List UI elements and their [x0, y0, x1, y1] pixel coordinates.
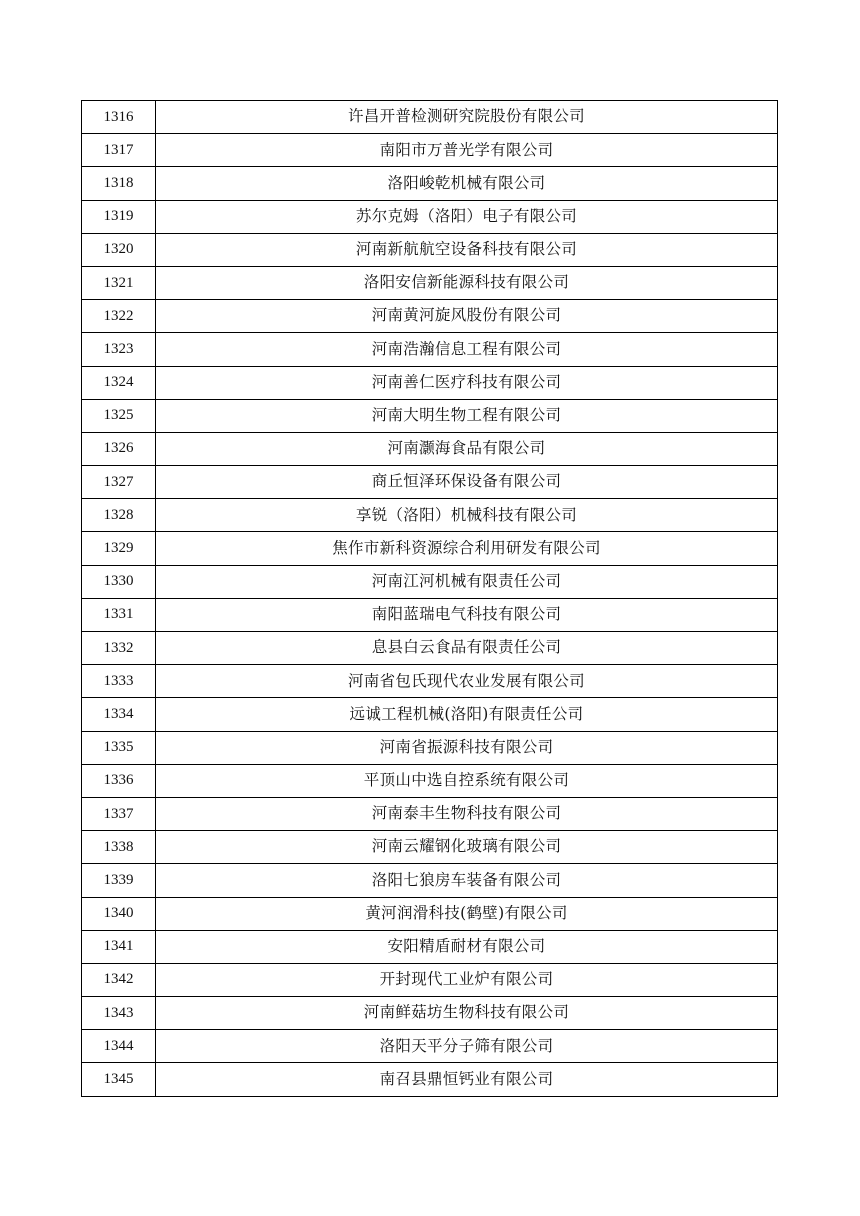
table-row	[82, 797, 778, 830]
row-number-cell: 1325	[82, 399, 156, 432]
row-number-cell: 1324	[82, 366, 156, 399]
table-row	[82, 764, 778, 797]
table-row	[82, 864, 778, 897]
table-row	[82, 930, 778, 963]
table-row	[82, 698, 778, 731]
company-name-cell: 洛阳安信新能源科技有限公司	[156, 266, 778, 299]
company-name-cell: 许昌开普检测研究院股份有限公司	[156, 101, 778, 134]
row-number-cell: 1340	[82, 897, 156, 930]
company-name-cell: 息县白云食品有限责任公司	[156, 632, 778, 665]
row-number-cell: 1323	[82, 333, 156, 366]
row-number-cell: 1317	[82, 134, 156, 167]
table-row	[82, 101, 778, 134]
row-number-cell: 1335	[82, 731, 156, 764]
company-list-table	[81, 100, 778, 1097]
company-name-cell: 安阳精盾耐材有限公司	[156, 930, 778, 963]
row-number-cell: 1321	[82, 266, 156, 299]
table-row	[82, 233, 778, 266]
table-row	[82, 499, 778, 532]
company-name-cell: 河南省包氏现代农业发展有限公司	[156, 665, 778, 698]
table-row	[82, 1030, 778, 1063]
company-name-cell: 洛阳天平分子筛有限公司	[156, 1030, 778, 1063]
company-name-cell: 河南省振源科技有限公司	[156, 731, 778, 764]
company-name-cell: 苏尔克姆（洛阳）电子有限公司	[156, 200, 778, 233]
row-number-cell: 1319	[82, 200, 156, 233]
row-number-cell: 1344	[82, 1030, 156, 1063]
row-number-cell: 1334	[82, 698, 156, 731]
table-row	[82, 432, 778, 465]
company-name-cell: 洛阳峻乾机械有限公司	[156, 167, 778, 200]
company-name-cell: 河南灏海食品有限公司	[156, 432, 778, 465]
company-name-cell: 洛阳七狼房车装备有限公司	[156, 864, 778, 897]
table-row	[82, 300, 778, 333]
row-number-cell: 1339	[82, 864, 156, 897]
row-number-cell: 1326	[82, 432, 156, 465]
row-number-cell: 1332	[82, 632, 156, 665]
row-number-cell: 1331	[82, 598, 156, 631]
row-number-cell: 1342	[82, 963, 156, 996]
company-name-cell: 南召县鼎恒钙业有限公司	[156, 1063, 778, 1096]
table-row	[82, 598, 778, 631]
table-row	[82, 266, 778, 299]
table-row	[82, 333, 778, 366]
company-name-cell: 河南浩瀚信息工程有限公司	[156, 333, 778, 366]
table-row	[82, 897, 778, 930]
row-number-cell: 1343	[82, 997, 156, 1030]
table-row	[82, 167, 778, 200]
row-number-cell: 1316	[82, 101, 156, 134]
table-row	[82, 963, 778, 996]
table-row	[82, 997, 778, 1030]
company-name-cell: 河南鲜菇坊生物科技有限公司	[156, 997, 778, 1030]
table-row	[82, 532, 778, 565]
row-number-cell: 1320	[82, 233, 156, 266]
company-name-cell: 平顶山中选自控系统有限公司	[156, 764, 778, 797]
row-number-cell: 1330	[82, 565, 156, 598]
table-row	[82, 565, 778, 598]
table-row	[82, 731, 778, 764]
company-name-cell: 河南泰丰生物科技有限公司	[156, 797, 778, 830]
row-number-cell: 1338	[82, 831, 156, 864]
row-number-cell: 1345	[82, 1063, 156, 1096]
company-name-cell: 河南云耀钢化玻璃有限公司	[156, 831, 778, 864]
table-row	[82, 366, 778, 399]
company-name-cell: 远诚工程机械(洛阳)有限责任公司	[156, 698, 778, 731]
table-row	[82, 831, 778, 864]
table-body	[82, 101, 778, 1097]
company-name-cell: 焦作市新科资源综合利用研发有限公司	[156, 532, 778, 565]
row-number-cell: 1318	[82, 167, 156, 200]
company-name-cell: 开封现代工业炉有限公司	[156, 963, 778, 996]
company-name-cell: 商丘恒泽环保设备有限公司	[156, 466, 778, 499]
row-number-cell: 1322	[82, 300, 156, 333]
row-number-cell: 1341	[82, 930, 156, 963]
row-number-cell: 1333	[82, 665, 156, 698]
table-row	[82, 665, 778, 698]
company-name-cell: 南阳市万普光学有限公司	[156, 134, 778, 167]
row-number-cell: 1336	[82, 764, 156, 797]
company-name-cell: 河南大明生物工程有限公司	[156, 399, 778, 432]
table-row	[82, 466, 778, 499]
company-name-cell: 南阳蓝瑞电气科技有限公司	[156, 598, 778, 631]
company-name-cell: 河南江河机械有限责任公司	[156, 565, 778, 598]
table-row	[82, 134, 778, 167]
row-number-cell: 1337	[82, 797, 156, 830]
table-row	[82, 1063, 778, 1096]
company-name-cell: 河南新航航空设备科技有限公司	[156, 233, 778, 266]
row-number-cell: 1328	[82, 499, 156, 532]
row-number-cell: 1327	[82, 466, 156, 499]
company-name-cell: 享锐（洛阳）机械科技有限公司	[156, 499, 778, 532]
company-name-cell: 河南黄河旋风股份有限公司	[156, 300, 778, 333]
table-row	[82, 200, 778, 233]
company-name-cell: 黄河润滑科技(鹤壁)有限公司	[156, 897, 778, 930]
company-name-cell: 河南善仁医疗科技有限公司	[156, 366, 778, 399]
row-number-cell: 1329	[82, 532, 156, 565]
table-row	[82, 632, 778, 665]
table-row	[82, 399, 778, 432]
